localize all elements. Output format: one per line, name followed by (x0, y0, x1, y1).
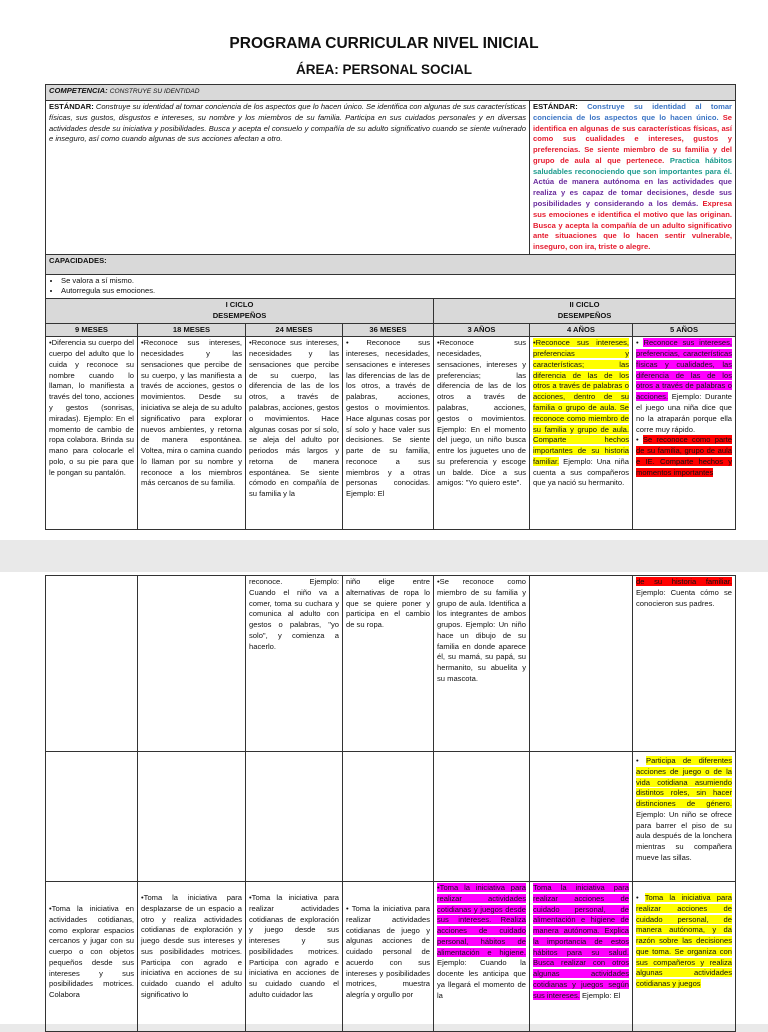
age-header: 9 MESES (46, 323, 138, 337)
desempeno-cell: • Reconoce sus intereses, necesidades, sensaciones e intereses las diferencias de las de los otros, a través de palabras, acciones, gestos o movimientos. Hace algunas cosas por sí solo y hace valer sus decisiones. Se siente parte de su familia, reconoce a sus miembros y a otras personas conocidas. Ejemplo: El (343, 337, 434, 530)
curriculum-table-continued (45, 575, 736, 1032)
desempeno-cell (246, 752, 343, 882)
desempeno-cell: •Toma la iniciativa en actividades cotidianas, como explorar espacios cercanos y jugar con su cuerpo o con objetos pequeños desde sus intereses y sus posibilidades motrices. Colabora (46, 882, 138, 1032)
age-header: 18 MESES (138, 323, 246, 337)
estandar-left-text: Construye su identidad al tomar conciencia de los aspectos que lo hacen único. Se identifica con algunas de sus características físicas, sus gustos, disgustos e intereses, su nombre y los miembros de su familia. Participa en sus cuidados personales y en diversas actividades desde su iniciativa y posibilidades. Busca y acepta el consuelo y compañía de su adulto significativo cuando se siente vulnerado e inseguro, así como cuando algunas de sus acciones afectan a otro. (49, 102, 526, 144)
desempeno-cell: •Reconoce sus intereses, preferencias y características; las diferencia de las de los otros a través de palabras o acciones, dentro de su familia o grupo de aula. Se reconoce como miembro de su familia y grupo de aula. Comparte hechos importantes de su historia familiar. Ejemplo: Una niña cuenta a sus compañeros que ya nació su hermanito. (530, 337, 633, 530)
age-header: 3 AÑOS (434, 323, 530, 337)
desempeno-cell: Toma la iniciativa para realizar acciones de cuidado personal, de alimentación e higiene de manera autónoma. Explica la importancia de estos hábitos para su salud. Busca realizar con otros algunas actividades cotidianas y juegos según sus intereses. Ejemplo: El (530, 882, 633, 1032)
desempeno-cell: de su historia familiar. Ejemplo: Cuenta cómo se conocieron sus padres. (633, 576, 736, 752)
capacidades-list (46, 274, 736, 298)
desempeno-cell: •Toma la iniciativa para realizar actividades cotidianas y juegos desde sus intereses. Realiza acciones de cuidado personal, hábitos de alimentación e higiene. Ejemplo: Cuando la docente les anticipa que ya llegará el momento de la (434, 882, 530, 1032)
desempeno-cell: •Reconoce sus necesidades, sensaciones, intereses y preferencias; las diferencia de las de los otros a través de palabras, acciones, gestos o movimientos. Ejemplo: En el momento del juego, un niño busca entre los juguetes uno de su preferencia y escoge un balde. Dice a sus amigos: "Yo quiero este". (434, 337, 530, 530)
desempeno-cell: • Participa de diferentes acciones de juego o de la vida cotidiana asumiendo distintos roles, sin hacer distinciones de género. Ejemplo: Un niño se ofrece para barrer el piso de su aula después de la lonchera mientras su compañera mueve las sillas. (633, 752, 736, 882)
desempeno-cell (343, 752, 434, 882)
age-header: 5 AÑOS (633, 323, 736, 337)
desempeno-cell: niño elige entre alternativas de ropa lo que se quiere poner y participa en el cambio de su ropa. (343, 576, 434, 752)
estandar-right: ESTÁNDAR: Construye su identidad al tomar conciencia de los aspectos que lo hacen único. Se identifica en algunas de sus características físicas, así como sus cualidades e intereses, gustos y preferencias. Se siente miembro de su familia y del grupo de aula al que pertenece. Practica hábitos saludables reconociendo que son importantes para él. Actúa de manera autónoma en las actividades que realiza y es capaz de tomar decisiones, desde sus posibilidades y considerando a los demás. Expresa sus emociones e identifica el motivo que las originan. Busca y acepta la compañía de un adulto significativo ante situaciones que lo hacen sentir vulnerable, inseguro, con ira, triste o alegre. (530, 101, 736, 255)
desempeno-cell: •Se reconoce como miembro de su familia y grupo de aula. Identifica a los integrantes de ambos grupos. Ejemplo: Un niño hace un dibujo de su familia en donde aparece él, su mamá, su papá, su hermanito, su abuelita y su mascota. (434, 576, 530, 752)
desempeno-cell: reconoce. Ejemplo: Cuando el niño va a comer, toma su cuchara y comunica al adulto con gestos o palabras, "yo solo", y comienza a hacerlo. (246, 576, 343, 752)
page-2 (0, 572, 768, 1024)
capacidades-label: CAPACIDADES: (46, 254, 736, 274)
page-title: PROGRAMA CURRICULAR NIVEL INICIAL (229, 35, 539, 52)
age-header: 4 AÑOS (530, 323, 633, 337)
ciclo-1-header: I CICLO DESEMPEÑOS (46, 298, 434, 323)
age-header: 24 MESES (246, 323, 343, 337)
desempeno-cell: • Toma la iniciativa para realizar actividades cotidianas de juego y algunas acciones de cuidado personal de acuerdo con sus intereses y posibilidades motrices, muestra alegría y orgullo por (343, 882, 434, 1032)
desempeno-cell: •Reconoce sus intereses, necesidades y las sensaciones que percibe de su cuerpo, y las manifiesta a través de acciones, gestos o movimientos. Desde su iniciativa se aleja de su adulto significativo para explorar nuevos ambientes, y retorna de manera espontánea. Voltea, mira o camina cuando lo llaman por su nombre y reconoce a los miembros más cercanos de su familia. (138, 337, 246, 530)
ciclo-2-header: II CICLO DESEMPEÑOS (434, 298, 736, 323)
desempeno-cell (46, 752, 138, 882)
capacidad-item: • Autorregula sus emociones. (61, 286, 732, 296)
desempeno-cell (138, 576, 246, 752)
competencia-row (46, 85, 736, 101)
desempeno-cell (46, 576, 138, 752)
desempeno-cell (530, 752, 633, 882)
capacidad-item: • Se valora a sí mismo. (61, 276, 732, 286)
competencia-value: CONSTRUYE SU IDENTIDAD (109, 88, 200, 95)
desempeno-cell (138, 752, 246, 882)
desempeno-cell (530, 576, 633, 752)
desempeno-cell: •Reconoce sus intereses, necesidades y las sensaciones que percibe de su cuerpo, las diferencia de las de los otros, a través de palabras, acciones, gestos o movimientos. Hace algunas cosas por sí solo, se aleja del adulto por periodos más largos y retorna de manera espontánea. Se siente cómodo en compañía de su familia y la (246, 337, 343, 530)
desempeno-cell: •Toma la iniciativa para realizar actividades cotidianas de exploración y juego desde sus intereses y sus posibilidades motrices. Participa con agrado e iniciativa en acciones de su cuidado cuando el adulto cuidador las (246, 882, 343, 1032)
competencia-label: COMPETENCIA: (49, 86, 108, 95)
desempeno-cell: •Diferencia su cuerpo del cuerpo del adulto que lo cuida y reconoce su nombre cuando lo llaman, lo manifiesta a través del tono, acciones y gestos (sonrisas, miradas). Ejemplo: En el momento de cambio de ropa colabora. Brinda su mano para colocarle el polo, o su pie para que le pongan su pantalón. (46, 337, 138, 530)
curriculum-table (45, 84, 736, 530)
age-header: 36 MESES (343, 323, 434, 337)
desempeno-cell (434, 752, 530, 882)
area-title: ÁREA: PERSONAL SOCIAL (295, 62, 472, 77)
estandar-left: ESTÁNDAR: Construye su identidad al tomar conciencia de los aspectos que lo hacen único. Se identifica con algunas de sus características físicas, sus gustos, disgustos e intereses, su nombre y los miembros de su familia. Participa en sus cuidados personales y en diversas actividades desde su iniciativa y posibilidades. Busca y acepta el consuelo y compañía de su adulto significativo cuando se siente vulnerado e inseguro, así como cuando algunas de sus acciones afectan a otro. (46, 101, 530, 255)
desempeno-cell: •Toma la iniciativa para desplazarse de un espacio a otro y realiza actividades cotidianas de exploración y juego desde sus intereses y sus posibilidades motrices. Participa con agrado e iniciativa en acciones de su cuidado cuando el adulto significativo lo (138, 882, 246, 1032)
desempeno-cell: • Toma la iniciativa para realizar acciones de cuidado personal, de manera autónoma, y da razón sobre las decisiones que toma. Se organiza con sus compañeros y realiza algunas actividades cotidianas y juegos (633, 882, 736, 1032)
desempeno-cell: • Reconoce sus intereses, preferencias, características físicas y cualidades, las diferencia de las de los otros a través de palabras o acciones. Ejemplo: Durante el juego una niña dice que no la atraparán porque ella corre muy rápido. • Se reconoce como parte de su familia, grupo de aula e IE. Comparte hechos y momentos importantes (633, 337, 736, 530)
